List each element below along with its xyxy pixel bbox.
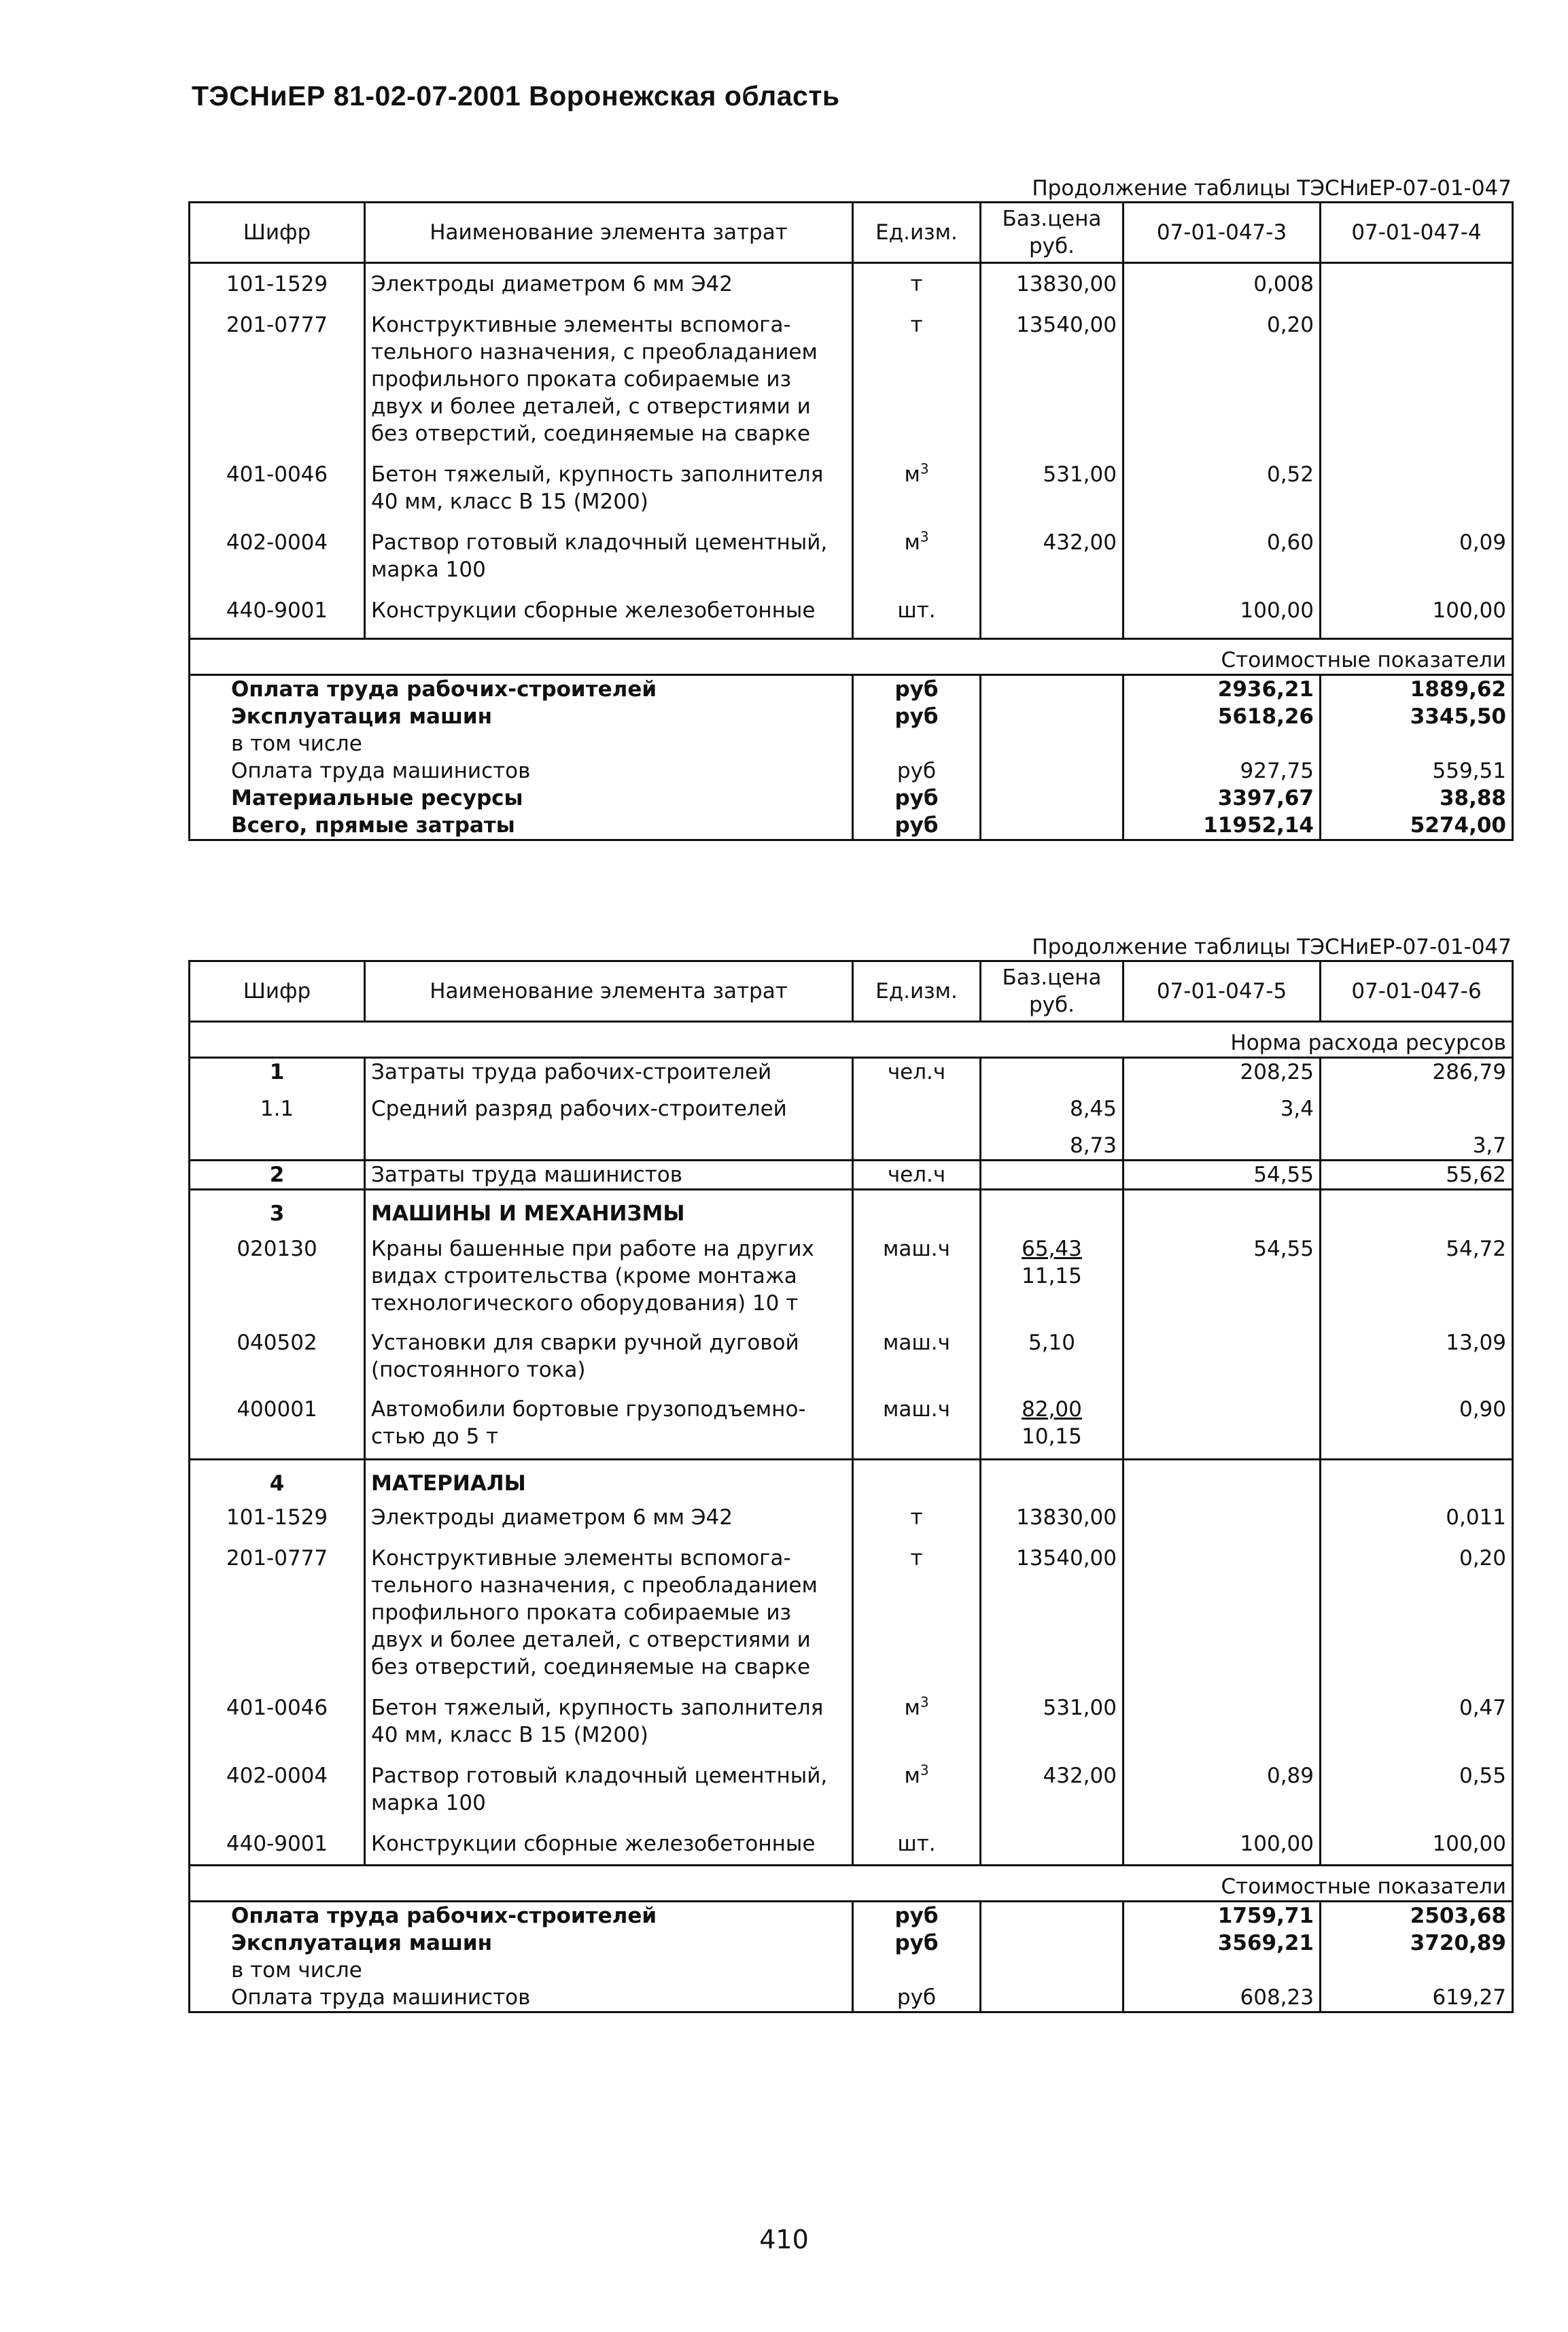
unit-text: т bbox=[910, 1546, 923, 1571]
code-cell: 040502 bbox=[190, 1317, 365, 1384]
empty-cell bbox=[981, 812, 1123, 840]
cost-value bbox=[1321, 1957, 1513, 1984]
cost-value: 3720,89 bbox=[1321, 1930, 1513, 1957]
empty-cell bbox=[1123, 1857, 1321, 1866]
value-cell: 100,00 bbox=[1321, 1817, 1513, 1857]
code-cell: 4 bbox=[190, 1460, 365, 1498]
col-code: Шифр bbox=[190, 961, 365, 1022]
value-cell bbox=[1123, 1497, 1321, 1531]
empty-cell bbox=[1321, 1857, 1513, 1866]
cost-value: 2503,68 bbox=[1321, 1902, 1513, 1930]
empty-cell bbox=[981, 624, 1123, 639]
group-heading-row bbox=[190, 1190, 1513, 1228]
value-cell: 0,011 bbox=[1321, 1497, 1513, 1531]
value-cell: 0,008 bbox=[1123, 263, 1321, 298]
spacer-row bbox=[190, 624, 1513, 639]
table-row bbox=[190, 1817, 1513, 1857]
unit-superscript: 3 bbox=[920, 1762, 929, 1779]
empty-cell bbox=[190, 1450, 365, 1460]
empty-cell bbox=[981, 1190, 1123, 1228]
name-cell: Бетон тяжелый, крупность заполнителя 40 мм, класс В 15 (М200) bbox=[365, 1681, 853, 1749]
unit-cell bbox=[853, 1749, 981, 1817]
empty-cell bbox=[1123, 1450, 1321, 1460]
value-cell bbox=[1321, 263, 1513, 298]
price-line: 5,10 bbox=[1028, 1331, 1076, 1355]
empty-cell bbox=[365, 1857, 853, 1866]
cost-unit: руб bbox=[853, 785, 981, 812]
table2-caption: Продолжение таблицы ТЭСНиЕР-07-01-047 bbox=[1032, 935, 1512, 959]
section-label: Стоимостные показатели bbox=[190, 639, 1513, 675]
cost-value: 38,88 bbox=[1321, 785, 1513, 812]
value-cell bbox=[1123, 1531, 1321, 1681]
cost-row bbox=[190, 1984, 1513, 2012]
group-heading-row bbox=[190, 1460, 1513, 1498]
empty-cell bbox=[853, 1086, 981, 1161]
table-row bbox=[190, 1317, 1513, 1384]
code-cell: 1 bbox=[190, 1058, 365, 1086]
col-047-4: 07-01-047-4 bbox=[1321, 203, 1513, 263]
value-cell: 3,7 bbox=[1321, 1086, 1513, 1161]
empty-cell bbox=[981, 1957, 1123, 1984]
table-row bbox=[190, 263, 1513, 298]
col-name: Наименование элемента затрат bbox=[365, 203, 853, 263]
value-cell: 100,00 bbox=[1321, 583, 1513, 624]
code-cell: 3 bbox=[190, 1190, 365, 1228]
name-cell: Конструкции сборные железобетонные bbox=[365, 1817, 853, 1857]
cost-row bbox=[190, 1930, 1513, 1957]
unit-text: шт. bbox=[897, 1832, 936, 1856]
name-cell: Автомобили бортовые грузоподъемно- стью до 5 т bbox=[365, 1384, 853, 1450]
table-row bbox=[190, 1749, 1513, 1817]
price-cell bbox=[981, 583, 1123, 624]
table-row bbox=[190, 1497, 1513, 1531]
price-cell bbox=[981, 1384, 1123, 1450]
price-cell: 13830,00 bbox=[981, 263, 1123, 298]
norm-label-row bbox=[190, 1022, 1513, 1058]
empty-cell bbox=[981, 1857, 1123, 1866]
code-cell: 402-0004 bbox=[190, 515, 365, 583]
cost-row bbox=[190, 812, 1513, 840]
cost-unit: руб bbox=[853, 1930, 981, 1957]
cost-row bbox=[190, 757, 1513, 785]
unit-cell bbox=[853, 447, 981, 515]
empty-cell bbox=[981, 1460, 1123, 1498]
price-cell bbox=[981, 1817, 1123, 1857]
value-cell: 100,00 bbox=[1123, 583, 1321, 624]
price-cell: 13540,00 bbox=[981, 1531, 1123, 1681]
empty-cell bbox=[853, 1460, 981, 1498]
group-heading: МАТЕРИАЛЫ bbox=[365, 1460, 853, 1498]
cost-name: в том числе bbox=[190, 1957, 853, 1984]
empty-cell bbox=[853, 624, 981, 639]
name-cell: Затраты труда рабочих-строителей bbox=[365, 1058, 853, 1086]
price-line: 11,15 bbox=[1022, 1264, 1082, 1288]
table-row bbox=[190, 1161, 1513, 1190]
unit-superscript: 3 bbox=[920, 1694, 929, 1711]
unit-cell bbox=[853, 1817, 981, 1857]
col-price: Баз.цена руб. bbox=[981, 961, 1123, 1022]
empty-cell bbox=[981, 1984, 1123, 2012]
unit-text: м bbox=[904, 1696, 920, 1720]
unit-text: т bbox=[910, 313, 923, 337]
empty-cell bbox=[981, 1930, 1123, 1957]
empty-cell bbox=[1321, 1190, 1513, 1228]
cost-name: Оплата труда рабочих-строителей bbox=[190, 1902, 853, 1930]
unit-cell: чел.ч bbox=[853, 1058, 981, 1086]
empty-cell bbox=[1123, 1460, 1321, 1498]
cost-name: Эксплуатация машин bbox=[190, 1930, 853, 1957]
name-cell: Электроды диаметром 6 мм Э42 bbox=[365, 1497, 853, 1531]
empty-cell bbox=[1123, 624, 1321, 639]
cost-value: 5274,00 bbox=[1321, 812, 1513, 840]
unit-text: м bbox=[904, 462, 920, 487]
unit-cell bbox=[853, 515, 981, 583]
value-cell: 100,00 bbox=[1123, 1817, 1321, 1857]
empty-cell bbox=[190, 1857, 365, 1866]
unit-superscript: 3 bbox=[920, 528, 929, 545]
price-cell bbox=[981, 1317, 1123, 1384]
col-unit: Ед.изм. bbox=[853, 203, 981, 263]
group-heading: МАШИНЫ И МЕХАНИЗМЫ bbox=[365, 1190, 853, 1228]
code-cell: 440-9001 bbox=[190, 583, 365, 624]
cost-row bbox=[190, 1902, 1513, 1930]
cost-value: 2936,21 bbox=[1123, 675, 1321, 704]
price-cell: 531,00 bbox=[981, 447, 1123, 515]
price-cell bbox=[981, 1086, 1123, 1161]
value-cell: 54,55 bbox=[1123, 1227, 1321, 1317]
cost-unit: руб bbox=[853, 1902, 981, 1930]
cost-name: Оплата труда рабочих-строителей bbox=[190, 675, 853, 704]
value-cell: 54,72 bbox=[1321, 1227, 1513, 1317]
name-cell: Установки для сварки ручной дуговой (постоянного тока) bbox=[365, 1317, 853, 1384]
price-cell bbox=[981, 1227, 1123, 1317]
unit-superscript: 3 bbox=[920, 460, 929, 477]
price-cell: 432,00 bbox=[981, 515, 1123, 583]
table-row bbox=[190, 1086, 1513, 1161]
cost-value bbox=[1123, 730, 1321, 757]
value-cell bbox=[1123, 1681, 1321, 1749]
cost-unit: руб bbox=[853, 675, 981, 704]
page-number: 410 bbox=[759, 2225, 809, 2254]
cost-value: 559,51 bbox=[1321, 757, 1513, 785]
empty-cell bbox=[981, 730, 1123, 757]
value-cell bbox=[1123, 1317, 1321, 1384]
cost-unit bbox=[853, 730, 981, 757]
table2 bbox=[188, 960, 1514, 2013]
empty-cell bbox=[981, 1058, 1123, 1086]
unit-cell bbox=[853, 263, 981, 298]
empty-cell bbox=[981, 785, 1123, 812]
spacer-row bbox=[190, 1857, 1513, 1866]
empty-cell bbox=[981, 1902, 1123, 1930]
cost-value: 619,27 bbox=[1321, 1984, 1513, 2012]
value-cell bbox=[1321, 447, 1513, 515]
document-title: ТЭСНиЕР 81-02-07-2001 Воронежская область bbox=[192, 80, 840, 112]
unit-cell: маш.ч bbox=[853, 1227, 981, 1317]
spacer-row bbox=[190, 1450, 1513, 1460]
unit-cell bbox=[853, 298, 981, 447]
value-cell: 0,20 bbox=[1321, 1531, 1513, 1681]
price-cell: 13830,00 bbox=[981, 1497, 1123, 1531]
value-cell: 208,25 bbox=[1123, 1058, 1321, 1086]
price-cell: 13540,00 bbox=[981, 298, 1123, 447]
cost-unit: руб bbox=[853, 1984, 981, 2012]
empty-cell bbox=[981, 1450, 1123, 1460]
empty-cell bbox=[1321, 1450, 1513, 1460]
price-cell: 531,00 bbox=[981, 1681, 1123, 1749]
section-label-row bbox=[190, 639, 1513, 675]
unit-cell: чел.ч bbox=[853, 1161, 981, 1190]
cost-value: 3397,67 bbox=[1123, 785, 1321, 812]
code-cell: 401-0046 bbox=[190, 1681, 365, 1749]
value-cell: 0,60 bbox=[1123, 515, 1321, 583]
cost-name: Всего, прямые затраты bbox=[190, 812, 853, 840]
value-cell: 0,55 bbox=[1321, 1749, 1513, 1817]
col-047-6: 07-01-047-6 bbox=[1321, 961, 1513, 1022]
col-price: Баз.цена руб. bbox=[981, 203, 1123, 263]
name-cell: Конструктивные элементы вспомога- тельного назначения, с преобладанием профильного проката собираемые из двух и более деталей, с отверстиями и без отверстий, соединяемые на сварке bbox=[365, 1531, 853, 1681]
cost-name: Эксплуатация машин bbox=[190, 703, 853, 730]
cost-value: 3569,21 bbox=[1123, 1930, 1321, 1957]
cost-value bbox=[1123, 1957, 1321, 1984]
value-cell: 0,52 bbox=[1123, 447, 1321, 515]
price-line: 65,43 bbox=[1022, 1237, 1082, 1261]
cost-row bbox=[190, 785, 1513, 812]
col-047-5: 07-01-047-5 bbox=[1123, 961, 1321, 1022]
cost-row bbox=[190, 1957, 1513, 1984]
empty-cell bbox=[853, 1450, 981, 1460]
code-cell: 400001 bbox=[190, 1384, 365, 1450]
cost-unit: руб bbox=[853, 812, 981, 840]
value-cell: 54,55 bbox=[1123, 1161, 1321, 1190]
col-name: Наименование элемента затрат bbox=[365, 961, 853, 1022]
price-line: 10,15 bbox=[1022, 1424, 1082, 1449]
cost-row bbox=[190, 703, 1513, 730]
unit-cell: маш.ч bbox=[853, 1317, 981, 1384]
cost-name: Оплата труда машинистов bbox=[190, 1984, 853, 2012]
empty-cell bbox=[1321, 624, 1513, 639]
cost-row bbox=[190, 675, 1513, 704]
name-cell: Раствор готовый кладочный цементный, марка 100 bbox=[365, 515, 853, 583]
code-cell: 201-0777 bbox=[190, 298, 365, 447]
empty-cell bbox=[981, 1161, 1123, 1190]
value-cell: 3,4 bbox=[1123, 1086, 1321, 1161]
empty-cell bbox=[981, 757, 1123, 785]
empty-cell bbox=[981, 703, 1123, 730]
table1-caption: Продолжение таблицы ТЭСНиЕР-07-01-047 bbox=[1032, 176, 1512, 201]
cost-value: 3345,50 bbox=[1321, 703, 1513, 730]
name-cell: Краны башенные при работе на других видах строительства (кроме монтажа технологического оборудования) 10 т bbox=[365, 1227, 853, 1317]
value-cell bbox=[1321, 298, 1513, 447]
value-cell: 0,89 bbox=[1123, 1749, 1321, 1817]
value-cell: 0,47 bbox=[1321, 1681, 1513, 1749]
code-cell: 440-9001 bbox=[190, 1817, 365, 1857]
empty-cell bbox=[853, 1857, 981, 1866]
table1 bbox=[188, 201, 1514, 841]
table-row bbox=[190, 583, 1513, 624]
table-row bbox=[190, 515, 1513, 583]
section-label: Норма расхода ресурсов bbox=[190, 1022, 1513, 1058]
code-cell: 401-0046 bbox=[190, 447, 365, 515]
empty-cell bbox=[1321, 1460, 1513, 1498]
value-cell: 0,90 bbox=[1321, 1384, 1513, 1450]
unit-text: м bbox=[904, 530, 920, 555]
unit-cell bbox=[853, 583, 981, 624]
price-cell: 432,00 bbox=[981, 1749, 1123, 1817]
value-cell: 55,62 bbox=[1321, 1161, 1513, 1190]
cost-value: 5618,26 bbox=[1123, 703, 1321, 730]
value-cell: 0,09 bbox=[1321, 515, 1513, 583]
cost-unit bbox=[853, 1957, 981, 1984]
unit-text: шт. bbox=[897, 598, 936, 623]
table-row bbox=[190, 1227, 1513, 1317]
cost-value bbox=[1321, 730, 1513, 757]
col-code: Шифр bbox=[190, 203, 365, 263]
unit-cell bbox=[853, 1681, 981, 1749]
name-cell: Конструктивные элементы вспомога- тельного назначения, с преобладанием профильного проката собираемые из двух и более деталей, с отверстиями и без отверстий, соединяемые на сварке bbox=[365, 298, 853, 447]
unit-text: м bbox=[904, 1764, 920, 1788]
code-cell: 2 bbox=[190, 1161, 365, 1190]
value-cell: 0,20 bbox=[1123, 298, 1321, 447]
unit-cell bbox=[853, 1531, 981, 1681]
section-label: Стоимостные показатели bbox=[190, 1866, 1513, 1902]
unit-text: т bbox=[910, 1505, 923, 1530]
name-cell: Средний разряд рабочих-строителей bbox=[365, 1086, 853, 1161]
table-row bbox=[190, 1531, 1513, 1681]
empty-cell bbox=[853, 1190, 981, 1228]
empty-cell bbox=[365, 1450, 853, 1460]
price-line: 8,45 bbox=[1069, 1097, 1117, 1121]
table-row bbox=[190, 1384, 1513, 1450]
cost-value: 927,75 bbox=[1123, 757, 1321, 785]
cost-row bbox=[190, 730, 1513, 757]
cost-value: 1759,71 bbox=[1123, 1902, 1321, 1930]
col-047-3: 07-01-047-3 bbox=[1123, 203, 1321, 263]
name-cell: Конструкции сборные железобетонные bbox=[365, 583, 853, 624]
name-cell: Затраты труда машинистов bbox=[365, 1161, 853, 1190]
value-cell bbox=[1123, 1384, 1321, 1450]
table-row bbox=[190, 447, 1513, 515]
cost-name: в том числе bbox=[190, 730, 853, 757]
cost-unit: руб bbox=[853, 703, 981, 730]
code-cell: 1.1 bbox=[190, 1086, 365, 1161]
unit-cell bbox=[853, 1497, 981, 1531]
name-cell: Электроды диаметром 6 мм Э42 bbox=[365, 263, 853, 298]
code-cell: 402-0004 bbox=[190, 1749, 365, 1817]
price-line: 8,73 bbox=[1069, 1133, 1117, 1158]
empty-cell bbox=[1123, 1190, 1321, 1228]
value-cell: 13,09 bbox=[1321, 1317, 1513, 1384]
cost-unit: руб bbox=[853, 757, 981, 785]
table-row bbox=[190, 1058, 1513, 1086]
col-unit: Ед.изм. bbox=[853, 961, 981, 1022]
empty-cell bbox=[190, 624, 365, 639]
unit-cell: маш.ч bbox=[853, 1384, 981, 1450]
name-cell: Раствор готовый кладочный цементный, марка 100 bbox=[365, 1749, 853, 1817]
cost-value: 608,23 bbox=[1123, 1984, 1321, 2012]
cost-name: Оплата труда машинистов bbox=[190, 757, 853, 785]
code-cell: 101-1529 bbox=[190, 1497, 365, 1531]
table-row bbox=[190, 298, 1513, 447]
empty-cell bbox=[365, 624, 853, 639]
value-cell: 286,79 bbox=[1321, 1058, 1513, 1086]
section-label-row bbox=[190, 1866, 1513, 1902]
unit-text: т bbox=[910, 272, 923, 296]
empty-cell bbox=[981, 675, 1123, 704]
name-cell: Бетон тяжелый, крупность заполнителя 40 мм, класс В 15 (М200) bbox=[365, 447, 853, 515]
cost-value: 11952,14 bbox=[1123, 812, 1321, 840]
price-line: 82,00 bbox=[1022, 1397, 1082, 1422]
cost-name: Материальные ресурсы bbox=[190, 785, 853, 812]
table-row bbox=[190, 1681, 1513, 1749]
cost-value: 1889,62 bbox=[1321, 675, 1513, 704]
code-cell: 101-1529 bbox=[190, 263, 365, 298]
code-cell: 201-0777 bbox=[190, 1531, 365, 1681]
code-cell: 020130 bbox=[190, 1227, 365, 1317]
